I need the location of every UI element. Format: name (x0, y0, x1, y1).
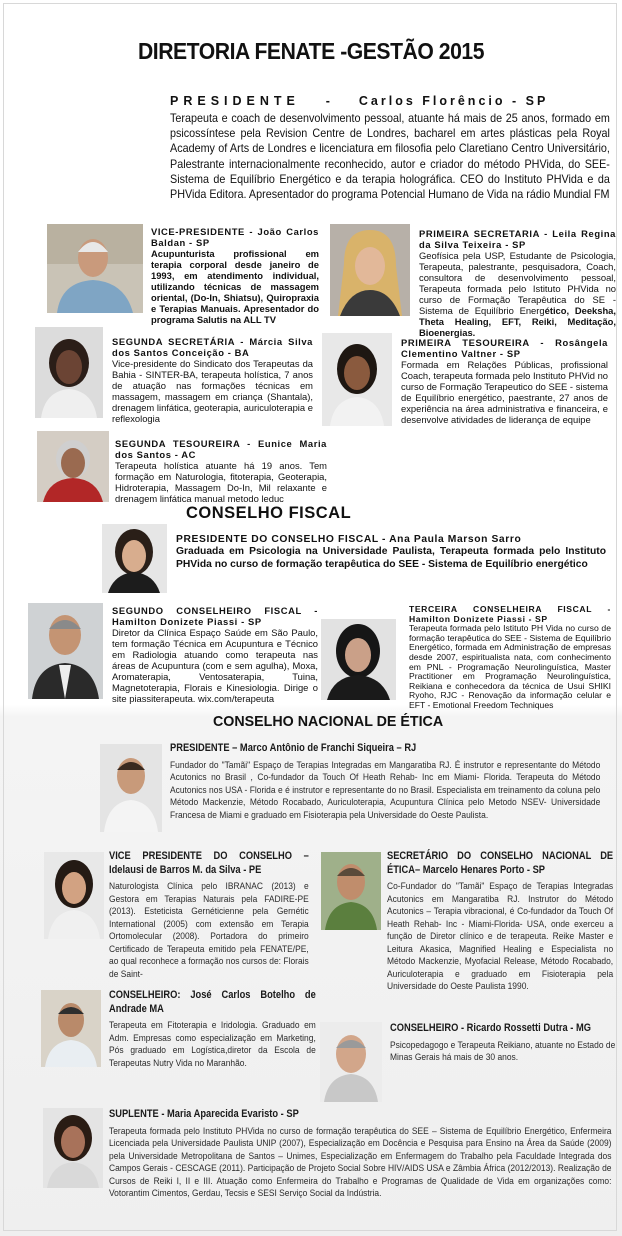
second-treasurer-block (115, 438, 327, 504)
fiscal-president-photo (102, 524, 167, 593)
ethics-secretary-photo (321, 852, 381, 930)
substitute-block (109, 1108, 611, 1201)
ethics-president-title: PRESIDENTE – Marco Antônio de Franchi Siqueira – RJ (170, 742, 417, 754)
president-name: Carlos Florêncio - SP (358, 94, 549, 108)
third-fiscal-bio: Terapeuta formada pelo Istituto PH Vida no curso de formação terapêutica do SEE - Sistema de Equilíbrio Energético, formada em Administração de empresas desde 2007, espiritualista nata, com conhecimento em PNL - Programação Neurolinguística, Master Practitioner em Programação Neurolinguística, Reikiana e conhecedora da técnica de Usui SHIKI Ryoho, RJC - Renovação da informação celular e EFT - Emotional Freedom Techniques (409, 623, 611, 710)
third-fiscal-block (409, 605, 611, 711)
second-fiscal-photo (28, 603, 103, 699)
third-fiscal-photo (321, 619, 396, 700)
ethics-vice-bio: Naturologista Clínica pelo IBRANAC (2013) e Gestora em Terapias Naturais pela FADIRE-PE (2013). Esteticista Gernéticienne pela Gernétic International (2005) com extensão em Terapia Ortomolecular (2008). Portadora do primeiro Certificado de Terapeuta emitido pela FENATE/PE, ao qual reconhece a formação nos cursos de: Florais de Saint- (109, 881, 309, 980)
second-secretary-title: SEGUNDA SECRETÁRIA - Márcia Silva dos Santos Conceição - BA (112, 336, 313, 358)
fiscal-president-block (176, 534, 606, 571)
ethics-president-photo (100, 744, 162, 832)
first-secretary-title: PRIMEIRA SECRETARIA - Leila Regina da Silva Teixeira - SP (419, 228, 616, 250)
second-secretary-bio: Vice-presidente do Sindicato dos Terapeutas da Bahia - SINTER-BA, terapeuta holística, 7 anos de atuação nas formações técnicas em massagem, massagem em criança (Shantala), drenagem linfática, geoterapia, auriculoterapia e reflexologia (112, 358, 313, 424)
president-role: PRESIDENTE (170, 94, 300, 108)
first-treasurer-photo (322, 333, 392, 426)
vice-president-block (151, 226, 319, 325)
fiscal-president-title: PRESIDENTE DO CONSELHO FISCAL - Ana Paula Marson Sarro (176, 534, 522, 545)
president-bio: Terapeuta e coach de desenvolvimento pessoal, atuante há mais de 25 anos, formado em psicossíntese pela Revision Centre de Londres, bacharel em artes plásticas pela Royal Academy of Arts de Londres e licenciatura em filosofia pelo Claretiano Centro Universitário, Palestrante internacionalmente reconhecido, autor e criador do método PHVida, do SEE-Sistema de Equilíbrio Energético e da terapia holográfica. CEO do Instituto PHVida e da PHVida Editora. Apresentador do programa Potencial Humano de Vida na rádio Mundial FM (170, 112, 610, 202)
counselor-jose-title: CONSELHEIRO: José Carlos Botelho de Andrade MA (109, 989, 316, 1015)
first-secretary-photo (330, 224, 410, 316)
substitute-title: SUPLENTE - Maria Aparecida Evaristo - SP (109, 1108, 299, 1120)
ethics-vice-block (109, 850, 309, 981)
vice-president-title: VICE-PRESIDENTE - João Carlos Baldan - SP (151, 226, 319, 248)
ethics-secretary-bio: Co-Fundador do "Tamãi" Espaço de Terapias Integradas Acutonics em Mangaratiba RJ. Instrutor do Método Acutonics – Terapia vibracional, é Co-fundador da Touch Of Heath Rehab- Inc - Miami-Florida- USA, onde exerceu a função de Diretor clínico e de terapeuta. Reike Master e Leitura Akasica, Magnified Healing e Especialista no Método Mackenzie, Myofacial Release, Método Rocabado, Auriculoterapia e graduado em Fisioterapia pela Universidade do Oeste Paulista 1990. (387, 881, 614, 992)
substitute-photo (43, 1108, 103, 1188)
vice-president-photo (47, 224, 143, 313)
second-treasurer-title: SEGUNDA TESOUREIRA - Eunice Maria dos Santos - AC (115, 438, 327, 460)
second-treasurer-bio: Terapeuta holística atuante há 19 anos. Tem formação em Naturologia, fitoterapia, Geoterapia, Hidroterapia, Massagem Do-In, Mil relaxante e drenagem linfática manual metodo leduc (115, 460, 327, 504)
ethics-council-heading: CONSELHO NACIONAL DE ÉTICA (213, 713, 444, 730)
second-secretary-block (112, 336, 313, 424)
ethics-secretary-title: SECRETÁRIO DO CONSELHO NACIONAL DE ÉTICA– Marcelo Henares Porto - SP (387, 850, 614, 876)
ethics-vice-photo (44, 852, 104, 939)
ethics-president-block (170, 742, 600, 822)
second-fiscal-title: SEGUNDO CONSELHEIRO FISCAL - Hamilton Donizete Piassi - SP (112, 605, 318, 627)
page-title: DIRETORIA FENATE -GESTÃO 2015 (137, 38, 485, 64)
counselor-ricardo-bio: Psicopedagogo e Terapeuta Reikiano, atuante no Estado de Minas Gerais há mais de 30 anos. (390, 1039, 616, 1063)
first-secretary-bio-text: Geofísica pela USP, Estudante de Psicologia, Terapeuta, palestrante, pesquisadora, Coach, consultora de desenvolvimento pessoal, Terapeuta formada pelo Istituto PHVida no curso de Formação Terapêutica do SE - Sistema de Equilíbrio Energ (419, 250, 616, 316)
second-treasurer-photo (37, 431, 109, 502)
fiscal-president-bio: Graduada em Psicologia na Universidade Paulista, Terapeuta formada pelo Instituto PHVida no curso de formação terapêutica do SEE - Sistema de Equilíbrio energético (176, 546, 606, 570)
president-separator: - (325, 94, 333, 108)
fiscal-council-heading: CONSELHO FISCAL (186, 504, 352, 522)
counselor-ricardo-photo (320, 1022, 382, 1102)
substitute-bio: Terapeuta formada pelo Instituto PHVida no curso de formação terapêutica do SEE – Sistema de Equilíbrio Energético, Enfermeira Licenciada pela Universidade Paulista UNIP (2007), Especialização em Docência e Pesquisa para Ensino na Área da Saúde (2009) pela Universidade Metropolitana de Santos – Unimes, Especialização em Enfermagem do Trabalho pela Faculdade Integrada dos Campos Gerais - CESCAGE (2011). Participação de Projeto Social Sobre HIV/AIDS USA e Zâmbia África (2012/2013). Realização de Cursos de Reiki I, II e III. Atuação como Enfermeira do Trabalho e Programas de Qualidade de Vida em organizações como: Votorantim Cimentos, Gerdau, Tecsis e SESI Serviço Social da Indústria. (109, 1125, 612, 1199)
first-secretary-bio (419, 250, 616, 338)
first-treasurer-title: PRIMEIRA TESOUREIRA - Rosângela Clementino Valtner - SP (401, 337, 608, 359)
second-secretary-photo (35, 327, 103, 418)
president-heading (170, 94, 610, 108)
first-treasurer-block (401, 337, 608, 425)
counselor-jose-block (109, 989, 316, 1070)
counselor-ricardo-block (390, 1022, 615, 1065)
third-fiscal-title: TERCEIRA CONSELHEIRA FISCAL - Hamilton Donizete Piassi - SP (409, 604, 611, 624)
second-fiscal-block (112, 605, 318, 704)
second-fiscal-bio: Diretor da Clínica Espaço Saúde em São Paulo, tem formação Técnica em Acupuntura e Técnico em Radiologia atuando como terapeuta nas áreas de Acupuntura (com e sem agulha), Moxa, Aromaterapia, Ventosaterapia, Tuina, Magnetoterapia, Florais e Kinesiologia. Dirige o site piassiterapeuta. wix.com/terapeuta (112, 627, 318, 704)
counselor-jose-photo (41, 990, 101, 1067)
ethics-president-bio: Fundador do "Tamãi" Espaço de Terapias Integradas em Mangaratiba RJ. É instrutor e representante do Método Acutonics no Brasil , Co-fundador da Touch Of Heath Rehab- Inc em Miami- Florida. Terapeuta do Método Acutonics nos USA - Florida e é instrutor e representante do no Brasil. Especialista em treinamento da coluna pelo Método Mackenzie, Método Rocabado, Auriculoterapia, Acupuntura Clínica pelo Metodo NSEV- Universidade Francesa de Miami e graduado em Fisioterapia pela Universidade do Oeste Paulista. (170, 759, 601, 821)
first-secretary-block (419, 228, 616, 338)
counselor-jose-bio: Terapeuta em Fitoterapia e Iridologia. Graduado em Adm. Empresas como especialização em Marketing, Pós graduado em Logística,diretor da Escola de Terapeutas Nutry Vida no Maranhão. (109, 1020, 316, 1069)
ethics-vice-title: VICE PRESIDENTE DO CONSELHO – Idelausi de Barros M. da Silva - PE (109, 850, 309, 876)
ethics-secretary-block (387, 850, 613, 994)
first-secretary-bio-bold: ético, Deeksha, Theta Healing, EFT, Reiki, Meditação, Bioenergias. (419, 305, 616, 338)
first-treasurer-bio: Formada em Relações Públicas, profissional Coach, terapeuta formada pelo Instituto PHVid no curso de Formação Terapeutico do SEE - sistema de Equilíbrio energético, paestrante, 27 anos de experiência na área administrativa e financeira, e desenvolve atividades de liderança de equipe (401, 359, 608, 425)
vice-president-bio: Acupunturista profissional em terapia corporal desde janeiro de 1993, em atendimento individual, utilizando técnicas de massagem oriental, (Do-In, Shiatsu), Quiropraxia e Terapias Manuais. Apresentador do programa Salutis na ALL TV (151, 248, 319, 325)
counselor-ricardo-title: CONSELHEIRO - Ricardo Rossetti Dutra - MG (390, 1022, 591, 1034)
